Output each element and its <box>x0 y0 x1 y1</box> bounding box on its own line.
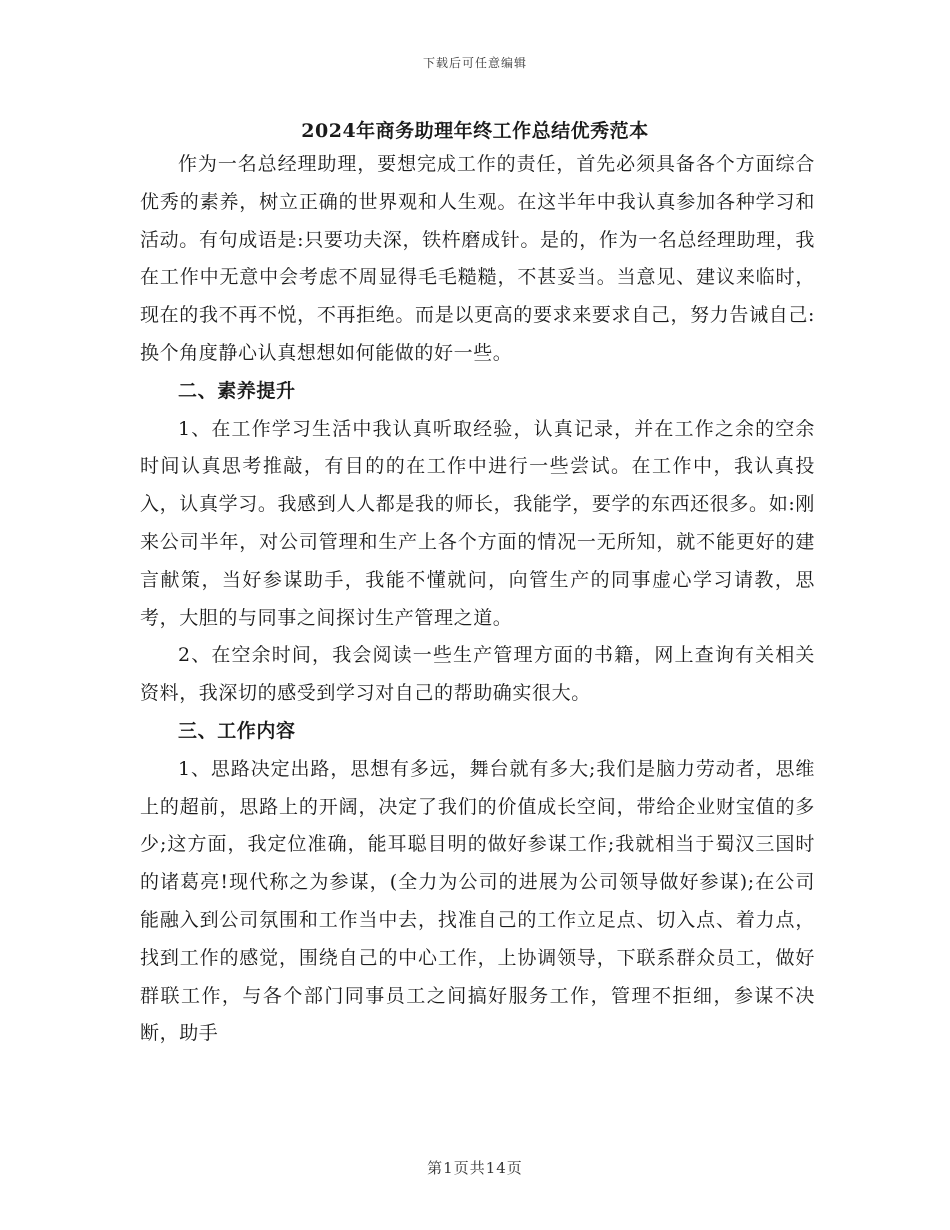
paragraph-quality-1: 1、在工作学习生活中我认真听取经验，认真记录，并在工作之余的空余时间认真思考推敲，有目的的在工作中进行一些尝试。在工作中，我认真投入，认真学习。我感到人人都是我的师长，我能学，要学的东西还很多。如:刚来公司半年，对公司管理和生产上各个方面的情况一无所知，就不能更好的建言献策，当好参谋助手，我能不懂就问，向管生产的同事虚心学习请教，思考，大胆的与同事之间探讨生产管理之道。 <box>140 417 815 629</box>
header-note: 下载后可任意编辑 <box>422 56 527 70</box>
paragraph-intro: 作为一名总经理助理，要想完成工作的责任，首先必须具备各个方面综合优秀的素养，树立正确的世界观和人生观。在这半年中我认真参加各种学习和活动。有句成语是:只要功夫深，铁杵磨成针。是的，作为一名总经理助理，我在工作中无意中会考虑不周显得毛毛糙糙，不甚妥当。当意见、建议来临时，现在的我不再不悦，不再拒绝。而是以更高的要求来要求自己，努力告诫自己:换个角度静心认真想想如何能做的好一些。 <box>140 153 815 364</box>
paragraph-quality-2: 2、在空余时间，我会阅读一些生产管理方面的书籍，网上查询有关相关资料，我深切的感受到学习对自己的帮助确实很大。 <box>140 644 815 705</box>
section-heading-quality: 二、素养提升 <box>178 379 296 402</box>
document-title: 2024年商务助理年终工作总结优秀范本 <box>301 120 649 142</box>
section-heading-work: 三、工作内容 <box>178 719 296 742</box>
document-body <box>140 146 815 1053</box>
paragraph-work-1: 1、思路决定出路，思想有多远，舞台就有多大;我们是脑力劳动者，思维上的超前，思路上的开阔，决定了我们的价值成长空间，带给企业财宝值的多少;这方面，我定位准确，能耳聪目明的做好参谋工作;我就相当于蜀汉三国时的诸葛亮!现代称之为参谋，(全力为公司的进展为公司领导做好参谋);在公司能融入到公司氛围和工作当中去，找准自己的工作立足点、切入点、着力点，找到工作的感觉，围绕自己的中心工作，上协调领导，下联系群众员工，做好群联工作，与各个部门同事员工之间搞好服务工作，管理不拒细，参谋不决断，助手 <box>140 757 815 1045</box>
page-footer: 第1页共14页 <box>427 1159 523 1177</box>
